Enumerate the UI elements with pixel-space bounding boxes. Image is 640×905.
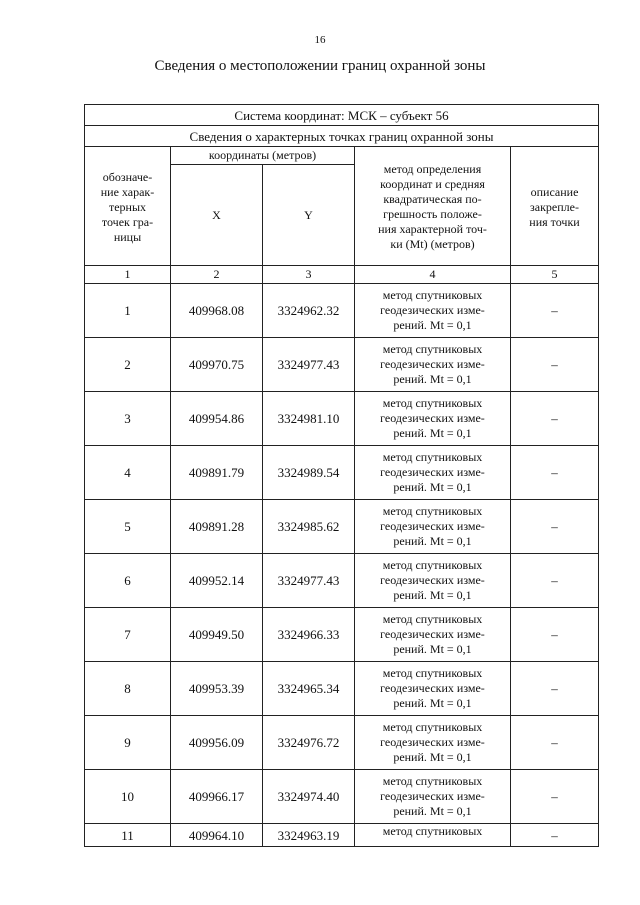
point-number-cell: 8 — [85, 662, 171, 716]
method-line: геодезических изме- — [380, 519, 485, 533]
method-line: геодезических изме- — [380, 681, 485, 695]
method-line: рений. Mt = 0,1 — [393, 588, 472, 602]
method-line: геодезических изме- — [380, 303, 485, 317]
header-line: закрепле- — [530, 199, 579, 214]
y-coordinate-cell: 3324989.54 — [263, 446, 355, 500]
description-cell: – — [511, 716, 599, 770]
header-line: ки (Mt) (метров) — [390, 237, 475, 251]
method-cell — [355, 338, 511, 392]
header-line: ния точки — [529, 214, 580, 229]
column-numbers-row — [85, 266, 599, 284]
header-line: квадратическая по- — [383, 192, 482, 206]
x-coordinate-cell: 409953.39 — [171, 662, 263, 716]
point-number-cell: 6 — [85, 554, 171, 608]
method-cell — [355, 770, 511, 824]
table-row — [85, 662, 599, 716]
header-line: точек гра- — [101, 214, 154, 229]
method-line: метод спутниковых — [382, 504, 483, 518]
x-header: X — [171, 165, 263, 266]
y-coordinate-cell: 3324981.10 — [263, 392, 355, 446]
x-coordinate-cell: 409964.10 — [171, 824, 263, 847]
method-line: метод спутниковых — [382, 720, 483, 734]
method-line: рений. Mt = 0,1 — [393, 318, 472, 332]
column-number: 5 — [511, 266, 599, 284]
method-line: рений. Mt = 0,1 — [393, 480, 472, 494]
table-row — [85, 608, 599, 662]
method-line: метод спутниковых — [382, 666, 483, 680]
method-cell — [355, 608, 511, 662]
column-number: 4 — [355, 266, 511, 284]
x-coordinate-cell: 409970.75 — [171, 338, 263, 392]
y-coordinate-cell: 3324977.43 — [263, 554, 355, 608]
method-line: геодезических изме- — [380, 735, 485, 749]
point-number-cell: 7 — [85, 608, 171, 662]
header-line: метод определения — [383, 162, 482, 176]
table-row — [85, 446, 599, 500]
header-line: описание — [530, 184, 579, 199]
column-number: 3 — [263, 266, 355, 284]
method-cell: метод спутниковых — [355, 824, 511, 847]
x-coordinate-cell: 409954.86 — [171, 392, 263, 446]
description-cell: – — [511, 554, 599, 608]
method-cell — [355, 716, 511, 770]
method-cell — [355, 554, 511, 608]
page-title: Сведения о местоположении границ охранной зоны — [154, 58, 486, 74]
method-line: метод спутниковых — [382, 288, 483, 302]
description-cell: – — [511, 392, 599, 446]
description-header — [511, 147, 599, 266]
designation-header — [85, 147, 171, 266]
method-cell — [355, 284, 511, 338]
y-coordinate-cell: 3324962.32 — [263, 284, 355, 338]
description-cell: – — [511, 446, 599, 500]
column-number: 2 — [171, 266, 263, 284]
header-line: ния характерной точ- — [378, 222, 487, 236]
description-cell: – — [511, 770, 599, 824]
point-number-cell: 1 — [85, 284, 171, 338]
point-number-cell: 2 — [85, 338, 171, 392]
method-line: рений. Mt = 0,1 — [393, 372, 472, 386]
method-line: метод спутниковых — [382, 774, 483, 788]
table-row — [85, 500, 599, 554]
table-row — [85, 392, 599, 446]
method-line: метод спутниковых — [382, 342, 483, 356]
method-line: рений. Mt = 0,1 — [393, 534, 472, 548]
method-line: метод спутниковых — [382, 450, 483, 464]
boundary-points-table — [84, 104, 599, 847]
description-cell: – — [511, 824, 599, 847]
method-line: геодезических изме- — [380, 357, 485, 371]
method-line: рений. Mt = 0,1 — [393, 804, 472, 818]
point-number-cell: 9 — [85, 716, 171, 770]
table-row — [85, 338, 599, 392]
method-line: геодезических изме- — [380, 627, 485, 641]
y-header: Y — [263, 165, 355, 266]
method-line: рений. Mt = 0,1 — [393, 642, 472, 656]
method-line: рений. Mt = 0,1 — [393, 750, 472, 764]
description-cell: – — [511, 662, 599, 716]
table-row — [85, 716, 599, 770]
method-line: метод спутниковых — [382, 558, 483, 572]
method-header — [355, 147, 511, 266]
page-number: 16 — [314, 34, 326, 46]
coordinate-system-header: Система координат: МСК – субъект 56 — [85, 105, 599, 126]
description-cell: – — [511, 608, 599, 662]
method-line: геодезических изме- — [380, 573, 485, 587]
x-coordinate-cell: 409952.14 — [171, 554, 263, 608]
table-row — [85, 824, 599, 847]
method-line: метод спутниковых — [382, 396, 483, 410]
method-line: метод спутниковых — [382, 612, 483, 626]
method-cell — [355, 392, 511, 446]
y-coordinate-cell: 3324974.40 — [263, 770, 355, 824]
header-line: ние харак- — [100, 184, 155, 199]
description-cell: – — [511, 284, 599, 338]
x-coordinate-cell: 409949.50 — [171, 608, 263, 662]
method-line: геодезических изме- — [380, 411, 485, 425]
x-coordinate-cell: 409891.79 — [171, 446, 263, 500]
column-number: 1 — [85, 266, 171, 284]
header-line: терных — [108, 199, 147, 214]
method-line: геодезических изме- — [380, 465, 485, 479]
method-line: геодезических изме- — [380, 789, 485, 803]
y-coordinate-cell: 3324963.19 — [263, 824, 355, 847]
y-coordinate-cell: 3324966.33 — [263, 608, 355, 662]
method-cell — [355, 446, 511, 500]
x-coordinate-cell: 409966.17 — [171, 770, 263, 824]
method-cell — [355, 500, 511, 554]
point-number-cell: 4 — [85, 446, 171, 500]
point-number-cell: 11 — [85, 824, 171, 847]
header-line: обозначе- — [102, 169, 153, 184]
method-line: рений. Mt = 0,1 — [393, 696, 472, 710]
table-row — [85, 770, 599, 824]
header-line: ницы — [113, 229, 142, 244]
description-cell: – — [511, 500, 599, 554]
coordinates-group-header: координаты (метров) — [171, 147, 355, 165]
header-line: координат и средняя — [380, 177, 485, 191]
y-coordinate-cell: 3324977.43 — [263, 338, 355, 392]
description-cell: – — [511, 338, 599, 392]
y-coordinate-cell: 3324965.34 — [263, 662, 355, 716]
table-row — [85, 554, 599, 608]
y-coordinate-cell: 3324976.72 — [263, 716, 355, 770]
x-coordinate-cell: 409891.28 — [171, 500, 263, 554]
method-cell — [355, 662, 511, 716]
method-line: рений. Mt = 0,1 — [393, 426, 472, 440]
section-header: Сведения о характерных точках границ охранной зоны — [85, 126, 599, 147]
header-line: грешность положе- — [383, 207, 482, 221]
point-number-cell: 5 — [85, 500, 171, 554]
x-coordinate-cell: 409956.09 — [171, 716, 263, 770]
point-number-cell: 3 — [85, 392, 171, 446]
point-number-cell: 10 — [85, 770, 171, 824]
table-row — [85, 284, 599, 338]
x-coordinate-cell: 409968.08 — [171, 284, 263, 338]
y-coordinate-cell: 3324985.62 — [263, 500, 355, 554]
